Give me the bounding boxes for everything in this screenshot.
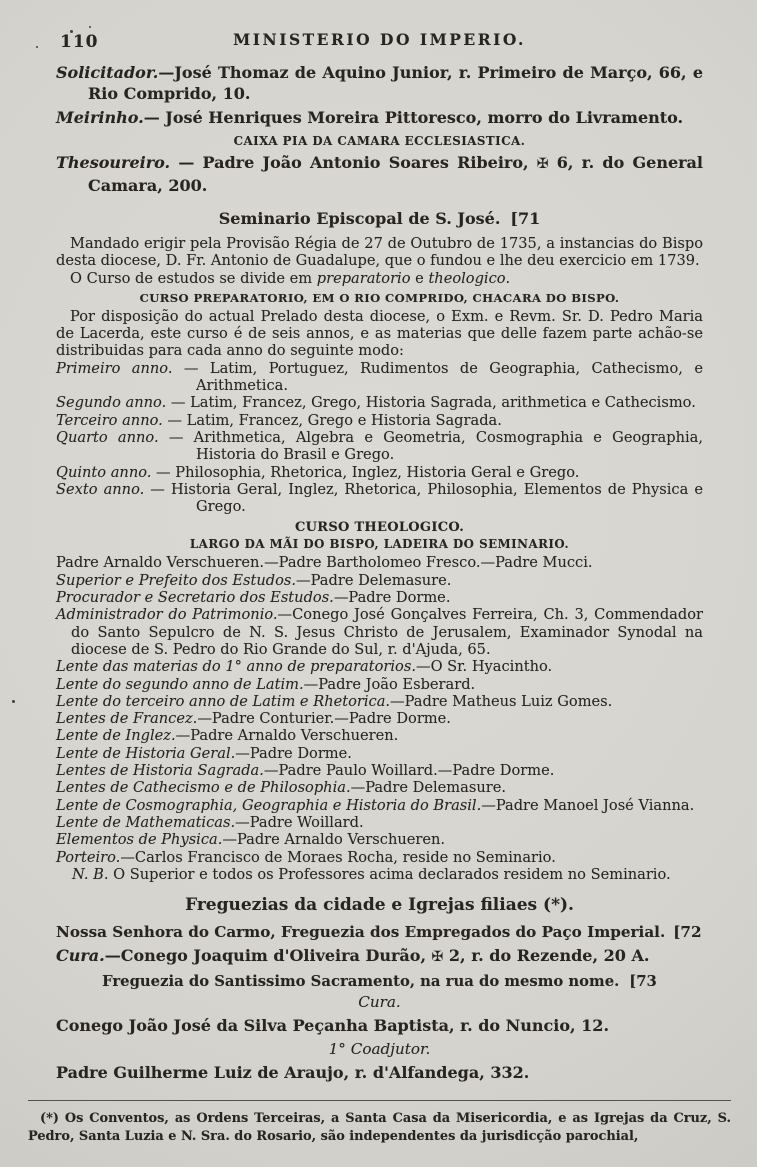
staff-line [56,710,703,727]
staff-person: —Carlos Francisco de Moraes Rocha, reside no Seminario. [120,848,556,866]
staff-person: —Padre Dorme. [235,744,352,762]
staff-line-padres: Padre Arnaldo Verschueren.—Padre Bartholomeo Fresco.—Padre Mucci. [56,554,593,572]
staff-line [56,779,703,796]
seminario-ref-number: [71 [510,209,541,228]
cura-detail: 2, r. do Rezende, 20 A. [443,946,650,966]
staff-role: Superior e Prefeito dos Estudos. [56,571,297,589]
staff-line [56,606,703,658]
seminario-paragraph-prelado: Por disposição do actual Prelado desta diocese, o Exm. e Revm. Sr. D. Pedro Maria de Lacerda, este curso é de seis annos, e as materias que delle fazem parte achão-se distribuidas para cada anno do seguinte modo: [56,307,703,360]
staff-line [56,658,703,675]
sacramento-ref-number: [73 [629,973,657,991]
text-segment: O Curso de estudos se divide em [70,269,317,287]
staff-person: —Padre Conturier.—Padre Dorme. [197,710,451,728]
carmo-ref-number: [72 [673,923,702,942]
page-footnote [28,1100,731,1145]
staff-line [56,814,703,831]
staff-person: —Padre Delemasure. [296,571,452,589]
ink-speck [36,46,38,48]
official-entry-thesoureiro [56,152,703,196]
anno-materias: — Latim, Francez, Grego, Historia Sagrada, arithmetica e Cathecismo. [166,394,696,412]
staff-line [56,831,703,848]
seminario-section [56,209,703,883]
staff-line [56,762,703,779]
anno-materias: — Historia Geral, Inglez, Rhetorica, Philosophia, Elementos de Physica e Grego. [144,480,703,516]
anno-line-1 [56,360,703,395]
staff-role: Lente de Historia Geral. [56,744,236,762]
carmo-heading: Nossa Senhora do Carmo, Freguezia dos Empregados do Paço Imperial. [56,923,666,942]
page-header: MINISTERIO DO IMPERIO. [233,30,526,49]
anno-materias: — Latim, Francez, Grego e Historia Sagrada. [162,411,502,429]
anno-label: Segundo anno. [56,394,167,412]
text-segment: . [505,269,511,287]
anno-materias: — Philosophia, Rhetorica, Inglez, Historia Geral e Grego. [151,463,580,481]
anno-line-4 [56,429,703,464]
nota-bene-text: O Superior e todos os Professores acima declarados residem no Seminario. [108,865,671,883]
anno-materias: — Arithmetica, Algebra e Geometria, Cosmographia e Geographia, Historia do Brasil e Grego. [158,428,704,464]
page-number: 110 [60,32,99,52]
staff-role: Lentes de Cathecismo e de Philosophia. [56,779,351,797]
sacramento-heading-line [56,973,703,990]
staff-line [56,727,703,744]
staff-person: —Padre Arnaldo Verschueren. [175,727,399,745]
staff-person: —Padre Arnaldo Verschueren. [222,831,446,849]
nota-bene-label: N. B. [72,865,109,883]
staff-role: Lentes de Historia Sagrada. [56,762,264,780]
anno-label: Terceiro anno. [56,411,163,429]
cura-label: Cura. [56,946,105,966]
freguezias-section [56,895,703,1083]
staff-line [56,745,703,762]
official-detail: —José Thomaz de Aquino Junior, r. Primeiro de Março, 66, e Rio Comprido, 10. [88,63,703,103]
officials-section [56,62,703,196]
official-title: Solicitador. [56,63,159,82]
staff-line [56,572,703,589]
staff-person: —Padre Paulo Woillard.—Padre Dorme. [263,762,555,780]
anno-label: Primeiro anno. [56,359,173,377]
official-entry-meirinho [56,107,703,128]
cross-insignia-icon: ✠ [431,949,444,966]
anno-line-5 [56,464,703,481]
anno-label: Quinto anno. [56,463,152,481]
staff-role: Lente das materias do 1° anno de preparatorios. [56,658,416,676]
official-detail: — Padre João Antonio Soares Ribeiro, [170,153,537,172]
seminario-paragraph-history: Mandado erigir pela Provisão Régia de 27 de Outubro de 1735, a instancias do Bispo desta diocese, D. Fr. Antonio de Guadalupe, que o fundou e lhe deu exercicio em 1739. [56,235,703,270]
staff-role: Lente de Inglez. [56,727,176,745]
official-entry-solicitador [56,62,703,104]
staff-role: Elementos de Physica. [56,831,223,849]
seminario-title: Seminario Episcopal de S. José. [218,209,501,228]
staff-role: Lente de Mathematicas. [56,813,236,831]
staff-line [56,589,703,606]
staff-person: —Padre Manoel José Vianna. [481,796,695,814]
staff-role: Porteiro. [56,848,121,866]
carmo-heading-line [56,923,703,941]
official-detail: — José Henriques Moreira Pittoresco, morro do Livramento. [143,108,684,127]
ink-speck [89,26,91,28]
seminario-paragraph-curso [56,270,703,287]
staff-role: Administrador do Patrimonio. [56,606,278,624]
cura-detail: —Conego Joaquim d'Oliveira Durão, [104,946,432,966]
staff-role: Lente do segundo anno de Latim. [56,675,304,693]
staff-person: —Padre Delemasure. [350,779,506,797]
italic-term: theologico [428,269,506,287]
anno-line-3 [56,412,703,429]
staff-person: —Padre Dorme. [333,589,451,607]
nota-bene-line [56,866,703,883]
staff-line [56,849,703,866]
anno-line-2 [56,394,703,411]
official-detail: 6, r. do General Camara, 200. [88,153,704,195]
seminario-title-line [56,209,703,228]
curso-theologico-subheading: LARGO DA MÃI DO BISPO, LADEIRA DO SEMINARIO. [189,537,570,552]
footnote-text: (*) Os Conventos, as Ordens Terceiras, a Santa Casa da Misericordia, e as Igrejas da Cruz, S. Pedro, Santa Luzia e N. Sra. do Rosario, são independentes da jurisdicção parochial, [28,1111,731,1144]
anno-label: Sexto anno. [56,480,145,498]
sacramento-cura-name: Conego João José da Silva Peçanha Baptista, r. do Nuncio, 12. [56,1016,610,1036]
anno-line-6 [56,481,703,516]
ink-speck [12,700,15,703]
coadjutor-name: Padre Guilherme Luiz de Araujo, r. d'Alfandega, 332. [56,1063,530,1083]
official-title: Thesoureiro. [56,153,171,172]
sacramento-heading: Freguezia do Santissimo Sacramento, na rua do mesmo nome. [102,973,620,991]
staff-line [56,693,703,710]
staff-line [56,676,703,693]
anno-label: Quarto anno. [56,428,159,446]
italic-term: preparatorio [316,269,411,287]
staff-person: —Padre Matheus Luiz Gomes. [390,692,613,710]
staff-role: Procurador e Secretario dos Estudos. [56,589,334,607]
sacramento-cura-label: Cura. [358,993,401,1012]
page-masthead [56,30,703,54]
staff-line [56,797,703,814]
staff-person: —Conego José Gonçalves Ferreira, Ch. 3, Commendador do Santo Sepulcro de N. S. Jesus Christo de Jerusalem, Examinador Synodal na diocese de S. Pedro do Rio Grande do Sul, r. d'Ajuda, 65. [71,606,703,658]
staff-person: —O Sr. Hyacintho. [415,658,553,676]
staff-role: Lente de Cosmographia, Geographia e Historia do Brasil. [56,796,482,814]
staff-role: Lente do terceiro anno de Latim e Rhetorica. [56,692,391,710]
curso-theologico-heading: CURSO THEOLOGICO. [294,520,465,536]
official-title: Meirinho. [56,108,144,127]
text-segment: e [410,269,429,287]
staff-role: Lentes de Francez. [56,710,198,728]
caixa-pia-heading: CAIXA PIA DA CAMARA ECCLESIASTICA. [233,134,526,148]
staff-person: —Padre João Esberard. [303,675,476,693]
freguezias-title: Freguezias da cidade e Igrejas filiaes (*). [185,895,574,916]
order-insignia-icon: ✠ [536,156,549,172]
carmo-cura-line [56,945,703,968]
anno-materias: — Latim, Portuguez, Rudimentos de Geographia, Cathecismo, e Arithmetica. [172,359,703,395]
coadjutor-label: 1° Coadjutor. [328,1040,431,1059]
staff-person: —Padre Woillard. [235,813,364,831]
curso-preparatorio-heading: CURSO PREPARATORIO, EM O RIO COMPRIDO, CHACARA DO BISPO. [139,290,620,305]
